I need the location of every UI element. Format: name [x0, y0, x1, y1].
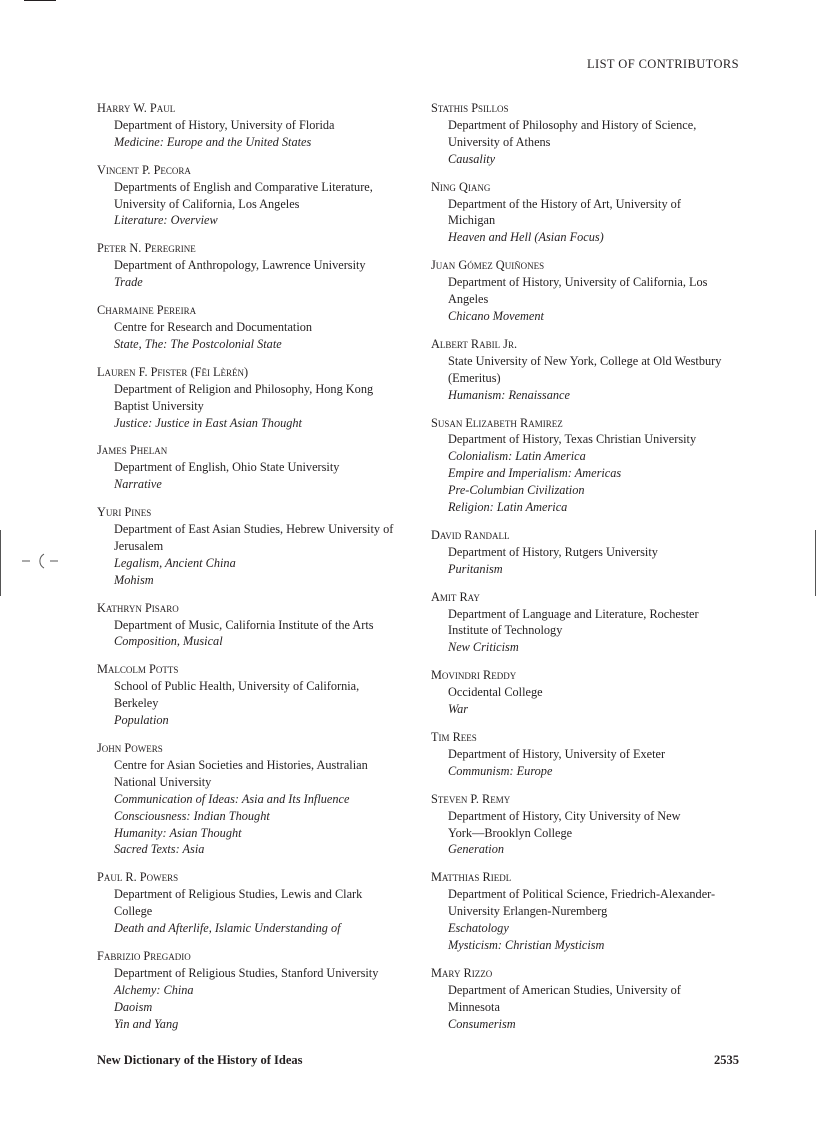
contributor-entry	[431, 667, 751, 718]
contributor-topic: Humanity: Asian Thought	[114, 825, 242, 840]
contributor-name: Steven P. Remy	[431, 791, 511, 806]
contributor-topic: State, The: The Postcolonial State	[114, 336, 282, 351]
contributor-entry	[431, 257, 751, 325]
contributor-affiliation: School of Public Health, University of California,	[114, 679, 360, 694]
contributor-affiliation: Department of Language and Literature, Rochester	[448, 606, 699, 621]
contributor-topic: Generation	[448, 842, 505, 857]
contributor-topic: Medicine: Europe and the United States	[114, 134, 312, 149]
contributor-affiliation: Berkeley	[114, 696, 159, 711]
contributor-entry	[431, 179, 751, 247]
contributor-entry	[431, 869, 751, 954]
contributor-topic: Puritanism	[448, 561, 503, 576]
contributor-topic: Legalism, Ancient China	[114, 555, 236, 570]
contributors-column-right	[431, 100, 751, 1044]
contributor-affiliation: Department of History, Rutgers University	[448, 544, 658, 559]
contributor-name: Peter N. Peregrine	[97, 241, 196, 256]
contributor-topic: Causality	[448, 151, 496, 166]
contributor-affiliation: Institute of Technology	[448, 623, 563, 638]
contributor-entry	[431, 527, 751, 578]
contributor-topic: Empire and Imperialism: Americas	[448, 466, 622, 481]
contributor-topic: Alchemy: China	[114, 982, 194, 997]
contributor-affiliation: York—Brooklyn College	[448, 825, 573, 840]
contributor-topic: Mysticism: Christian Mysticism	[448, 937, 605, 952]
contributor-entry	[431, 729, 751, 780]
contributor-topic: Population	[114, 713, 169, 728]
contributor-topic: Justice: Justice in East Asian Thought	[114, 415, 302, 430]
contributor-affiliation: Department of American Studies, University of	[448, 982, 681, 997]
contributor-name: Charmaine Pereira	[97, 303, 197, 318]
contributor-affiliation: Department of Religious Studies, Lewis and Clark	[114, 887, 363, 902]
contributor-entry	[431, 100, 751, 168]
footer-page-number: 2535	[714, 1053, 739, 1067]
contributor-name: Susan Elizabeth Ramirez	[431, 415, 563, 430]
contributor-name: Mary Rizzo	[431, 965, 493, 980]
contributor-name: Lauren F. Pfister (Fēi Lèrén)	[97, 364, 249, 379]
contributor-entry	[97, 302, 417, 353]
contributor-affiliation: Jerusalem	[114, 538, 164, 553]
contributor-affiliation: Angeles	[448, 292, 489, 307]
contributor-topic: Colonialism: Latin America	[448, 449, 586, 464]
contributor-affiliation: University of Athens	[448, 134, 551, 149]
contributor-affiliation: Department of Philosophy and History of Science,	[448, 117, 697, 132]
contributor-affiliation: Department of History, University of California, Los	[448, 275, 708, 290]
contributor-affiliation: Department of the History of Art, University of	[448, 196, 681, 211]
contributor-entry	[431, 415, 751, 516]
contributor-affiliation: Department of History, University of Florida	[114, 117, 335, 132]
contributor-affiliation: Department of History, University of Exeter	[448, 746, 666, 761]
contributor-affiliation: Department of History, Texas Christian University	[448, 432, 697, 447]
contributor-entry	[97, 100, 417, 151]
contributor-name: John Powers	[97, 741, 163, 755]
contributor-topic: Mohism	[114, 572, 154, 587]
contributor-name: Fabrizio Pregadio	[97, 948, 191, 963]
contributor-topic: Sacred Texts: Asia	[114, 842, 205, 857]
contributor-topic: Humanism: Renaissance	[448, 387, 570, 402]
contributor-entry	[97, 600, 417, 651]
contributor-affiliation: State University of New York, College at Old Westbury	[448, 353, 722, 368]
footer-book-title: New Dictionary of the History of Ideas	[97, 1053, 303, 1067]
contributor-affiliation: Department of Religious Studies, Stanford University	[114, 965, 379, 980]
contributor-topic: Literature: Overview	[114, 213, 218, 228]
contributor-entry	[431, 336, 751, 404]
contributor-entry	[97, 504, 417, 589]
contributor-name: Ning Qiang	[431, 179, 491, 194]
contributor-topic: Communism: Europe	[448, 763, 553, 778]
contributor-entry	[97, 948, 417, 1033]
contributor-entry	[97, 740, 417, 858]
contributor-entry	[97, 661, 417, 729]
contributor-topic: Chicano Movement	[448, 308, 544, 323]
contributor-affiliation: University of California, Los Angeles	[114, 196, 300, 211]
contributor-name: Movindri Reddy	[431, 668, 517, 683]
contributor-entry	[97, 869, 417, 937]
contributor-affiliation: Michigan	[448, 213, 496, 228]
contributor-affiliation: Department of Religion and Philosophy, Hong Kong	[114, 381, 374, 396]
contributor-affiliation: Centre for Research and Documentation	[114, 319, 313, 334]
contributor-name: James Phelan	[97, 443, 168, 458]
contributor-name: Malcolm Potts	[97, 662, 179, 677]
contributor-affiliation: Department of East Asian Studies, Hebrew University of	[114, 522, 394, 537]
contributor-topic: Heaven and Hell (Asian Focus)	[448, 230, 604, 245]
contributor-entry	[97, 364, 417, 432]
contributor-name: Harry W. Paul	[97, 101, 176, 115]
contributor-entry	[97, 162, 417, 230]
contributor-topic: Composition, Musical	[114, 634, 223, 649]
contributor-name: Yuri Pines	[97, 505, 152, 520]
contributor-name: Amit Ray	[431, 589, 480, 604]
contributor-topic: Religion: Latin America	[448, 500, 568, 515]
contributor-topic: Communication of Ideas: Asia and Its Influence	[114, 791, 350, 806]
contributor-name: Tim Rees	[431, 730, 477, 744]
crop-line-left	[0, 530, 1, 596]
contributor-entry	[431, 965, 751, 1033]
crop-mark-top	[24, 0, 56, 1]
contributor-topic: Daoism	[114, 999, 153, 1014]
contributor-topic: Yin and Yang	[114, 1016, 179, 1031]
contributor-name: Kathryn Pisaro	[97, 600, 179, 615]
contributor-topic: New Criticism	[448, 640, 519, 655]
contributor-name: Stathis Psillos	[431, 101, 509, 115]
contributor-topic: Narrative	[114, 477, 162, 492]
contributor-affiliation: Department of Music, California Institute of the Arts	[114, 617, 374, 632]
contributor-topic: War	[448, 702, 469, 717]
contributor-name: Matthias Riedl	[431, 870, 512, 885]
contributor-affiliation: Occidental College	[448, 685, 543, 700]
contributor-affiliation: University Erlangen-Nuremberg	[448, 904, 608, 919]
contributor-affiliation: Department of Anthropology, Lawrence University	[114, 258, 366, 273]
contributor-affiliation: Minnesota	[448, 999, 500, 1014]
contributor-topic: Pre-Columbian Civilization	[448, 483, 585, 498]
contributor-topic: Consumerism	[448, 1016, 516, 1031]
contributor-entry	[431, 791, 751, 859]
contributor-affiliation: Baptist University	[114, 398, 204, 413]
registration-mark-icon	[22, 551, 58, 571]
contributor-name: David Randall	[431, 527, 510, 542]
contributor-affiliation: Department of History, City University of New	[448, 808, 681, 823]
contributor-affiliation: Department of English, Ohio State University	[114, 460, 340, 475]
contributor-affiliation: Centre for Asian Societies and Histories, Australian	[114, 757, 368, 772]
contributor-affiliation: Departments of English and Comparative Literature,	[114, 179, 373, 194]
contributor-affiliation: National University	[114, 774, 212, 789]
contributor-entry	[97, 240, 417, 291]
contributor-name: Paul R. Powers	[97, 870, 179, 885]
contributors-column-left	[97, 100, 417, 1044]
contributor-entry	[97, 442, 417, 493]
contributor-topic: Eschatology	[448, 921, 509, 936]
contributor-name: Albert Rabil Jr.	[431, 336, 518, 351]
contributor-affiliation: College	[114, 904, 153, 919]
contributor-name: Vincent P. Pecora	[97, 162, 191, 177]
contributor-entry	[431, 589, 751, 657]
contributor-topic: Death and Afterlife, Islamic Understanding of	[114, 921, 341, 936]
contributor-topic: Consciousness: Indian Thought	[114, 808, 270, 823]
contributor-affiliation: Department of Political Science, Friedrich-Alexander-	[448, 887, 716, 902]
contributor-name: Juan Gómez Quiñones	[431, 258, 545, 273]
contributor-affiliation: (Emeritus)	[448, 370, 501, 385]
contributor-topic: Trade	[114, 275, 143, 290]
running-head: LIST OF CONTRIBUTORS	[586, 57, 739, 71]
